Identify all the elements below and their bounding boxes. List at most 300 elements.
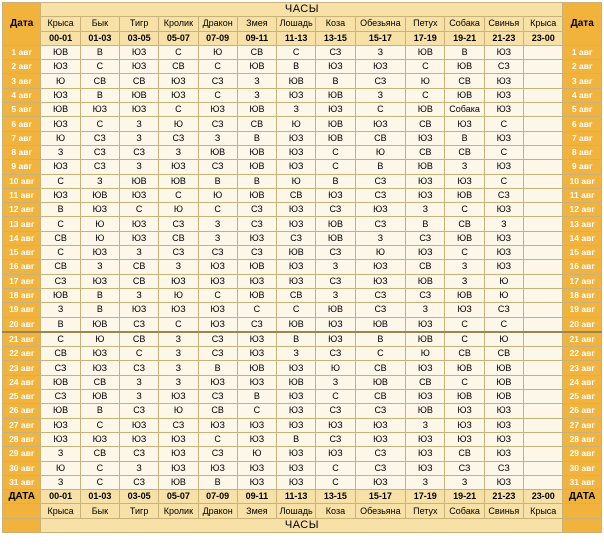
animal-header-cell: Собака [445, 17, 484, 31]
range-footer-cell: 15-17 [355, 490, 406, 504]
direction-cell: С [277, 45, 316, 59]
direction-cell: СВ [406, 145, 445, 159]
table-body [3, 45, 602, 489]
range-header-cell: 00-01 [41, 31, 80, 45]
direction-cell: З [159, 260, 198, 274]
date-cell-right: 17 авг [563, 274, 602, 288]
direction-cell [523, 74, 562, 88]
direction-cell: ЮЗ [355, 117, 406, 131]
direction-cell: СВ [445, 447, 484, 461]
direction-cell: ЮВ [80, 390, 119, 404]
direction-cell: ЮЗ [277, 203, 316, 217]
direction-cell: З [277, 347, 316, 361]
direction-cell [523, 303, 562, 317]
direction-cell: ЮЗ [277, 260, 316, 274]
direction-cell: ЮВ [277, 317, 316, 332]
table-row [3, 217, 602, 231]
direction-cell [523, 390, 562, 404]
direction-cell: ЮВ [445, 288, 484, 302]
direction-cell [523, 432, 562, 446]
animal-footer-cell: Дракон [198, 504, 237, 518]
direction-cell: В [445, 45, 484, 59]
direction-cell: СЗ [41, 274, 80, 288]
table-row [3, 447, 602, 461]
range-header-cell: 01-03 [80, 31, 119, 45]
table-row [3, 432, 602, 446]
direction-cell: ЮЗ [355, 432, 406, 446]
direction-cell: ЮЗ [316, 60, 355, 74]
date-footer-right-blank [563, 504, 602, 518]
date-cell-left: 17 авг [3, 274, 41, 288]
direction-cell: ЮЗ [159, 432, 198, 446]
direction-cell: Ю [198, 45, 237, 59]
direction-cell: В [80, 303, 119, 317]
direction-cell: СВ [80, 375, 119, 389]
direction-cell: ЮЗ [277, 145, 316, 159]
date-cell-left: 31 авг [3, 475, 41, 489]
table-row [3, 303, 602, 317]
direction-cell: ЮЗ [119, 188, 158, 202]
date-cell-left: 9 авг [3, 160, 41, 174]
direction-cell: Ю [80, 217, 119, 231]
direction-cell: СЗ [237, 246, 276, 260]
range-header-cell: 23-00 [523, 31, 562, 45]
direction-cell: СВ [445, 74, 484, 88]
animal-header-cell: Тигр [119, 17, 158, 31]
direction-cell: СЗ [484, 60, 523, 74]
direction-cell: В [80, 404, 119, 418]
direction-cell: ЮВ [41, 103, 80, 117]
direction-cell: ЮЗ [119, 418, 158, 432]
direction-cell: ЮВ [406, 274, 445, 288]
direction-cell: ЮЗ [159, 274, 198, 288]
direction-cell: З [316, 375, 355, 389]
direction-cell: Ю [484, 274, 523, 288]
animal-header-cell: Дракон [198, 17, 237, 31]
direction-cell: С [406, 60, 445, 74]
range-header-cell: 21-23 [484, 31, 523, 45]
direction-cell: ЮВ [41, 288, 80, 302]
direction-cell: ЮВ [406, 332, 445, 347]
direction-cell: СВ [355, 390, 406, 404]
direction-cell: ЮЗ [277, 217, 316, 231]
date-footer-right-spacer [563, 518, 602, 532]
table-row [3, 375, 602, 389]
direction-cell: СВ [277, 188, 316, 202]
direction-cell: ЮЗ [198, 418, 237, 432]
direction-cell: З [406, 475, 445, 489]
direction-cell: С [484, 317, 523, 332]
range-header-cell: 15-17 [355, 31, 406, 45]
table-row [3, 74, 602, 88]
date-cell-left: 25 авг [3, 390, 41, 404]
direction-cell: СЗ [355, 404, 406, 418]
direction-cell: С [355, 103, 406, 117]
date-cell-right: 9 авг [563, 160, 602, 174]
direction-cell: СЗ [237, 317, 276, 332]
direction-cell: СЗ [198, 246, 237, 260]
direction-cell: ЮЗ [484, 203, 523, 217]
direction-cell: СЗ [406, 288, 445, 302]
date-cell-right: 28 авг [563, 432, 602, 446]
direction-cell [523, 332, 562, 347]
direction-cell: СЗ [355, 303, 406, 317]
table-row [3, 260, 602, 274]
direction-cell: ЮЗ [277, 475, 316, 489]
direction-cell: СЗ [355, 461, 406, 475]
range-footer-cell: 00-01 [41, 490, 80, 504]
direction-cell: З [119, 461, 158, 475]
direction-cell: СЗ [119, 475, 158, 489]
animal-footer-row [3, 504, 602, 518]
direction-cell: СЗ [484, 461, 523, 475]
range-footer-cell: 17-19 [406, 490, 445, 504]
direction-cell: З [406, 203, 445, 217]
direction-cell: ЮВ [445, 188, 484, 202]
range-header-cell: 09-11 [237, 31, 276, 45]
date-cell-left: 2 авг [3, 60, 41, 74]
date-cell-left: 29 авг [3, 447, 41, 461]
table-row [3, 404, 602, 418]
direction-cell: З [406, 303, 445, 317]
date-cell-left: 24 авг [3, 375, 41, 389]
direction-cell: Ю [484, 288, 523, 302]
direction-cell: З [445, 160, 484, 174]
direction-cell: С [80, 461, 119, 475]
direction-cell: СЗ [355, 217, 406, 231]
direction-cell: З [198, 131, 237, 145]
direction-cell: С [316, 461, 355, 475]
direction-cell: С [80, 475, 119, 489]
direction-cell: С [316, 160, 355, 174]
direction-cell: З [119, 117, 158, 131]
direction-cell: З [159, 361, 198, 375]
direction-cell: ЮВ [355, 375, 406, 389]
direction-cell: ЮЗ [484, 160, 523, 174]
direction-cell: З [159, 347, 198, 361]
direction-cell: В [316, 174, 355, 188]
table-row [3, 274, 602, 288]
direction-cell [523, 246, 562, 260]
direction-cell: Ю [484, 332, 523, 347]
direction-cell: СВ [119, 332, 158, 347]
direction-cell: ЮЗ [237, 461, 276, 475]
direction-cell: З [41, 145, 80, 159]
direction-cell: ЮВ [316, 303, 355, 317]
direction-cell: ЮВ [484, 361, 523, 375]
table-row [3, 475, 602, 489]
direction-cell: ЮЗ [80, 203, 119, 217]
animal-header-cell: Крыса [41, 17, 80, 31]
direction-cell: ЮЗ [355, 274, 406, 288]
direction-cell: В [80, 88, 119, 102]
direction-cell: ЮЗ [159, 447, 198, 461]
direction-cell: СВ [159, 60, 198, 74]
direction-cell: ЮЗ [355, 260, 406, 274]
animal-footer-cell: Кролик [159, 504, 198, 518]
direction-cell: СЗ [41, 361, 80, 375]
direction-cell: З [316, 260, 355, 274]
direction-cell: С [198, 60, 237, 74]
direction-cell: ЮЗ [119, 60, 158, 74]
animal-footer-cell: Змея [237, 504, 276, 518]
direction-cell: ЮЗ [237, 231, 276, 245]
direction-cell [523, 103, 562, 117]
direction-cell [523, 288, 562, 302]
direction-cell: З [445, 475, 484, 489]
direction-cell: З [237, 74, 276, 88]
direction-cell: СЗ [355, 174, 406, 188]
direction-cell: З [119, 288, 158, 302]
table-row [3, 361, 602, 375]
direction-cell: ЮЗ [119, 103, 158, 117]
direction-cell: СЗ [198, 160, 237, 174]
direction-cell: З [355, 88, 406, 102]
direction-cell: ЮВ [198, 145, 237, 159]
direction-cell: ЮВ [316, 117, 355, 131]
direction-cell: СВ [41, 347, 80, 361]
table-row [3, 288, 602, 302]
direction-cell: С [277, 303, 316, 317]
direction-cell: ЮЗ [119, 432, 158, 446]
direction-cell: ЮЗ [277, 404, 316, 418]
direction-cell: ЮЗ [484, 231, 523, 245]
direction-cell: СВ [406, 117, 445, 131]
direction-cell: ЮЗ [237, 475, 276, 489]
date-cell-right: 1 авг [563, 45, 602, 59]
direction-cell: ЮВ [406, 45, 445, 59]
direction-cell: ЮЗ [198, 317, 237, 332]
direction-cell: ЮЗ [484, 103, 523, 117]
direction-cell: ЮЗ [159, 88, 198, 102]
direction-cell: ЮЗ [277, 361, 316, 375]
direction-cell: Ю [80, 231, 119, 245]
direction-cell: С [445, 317, 484, 332]
direction-cell: СЗ [316, 45, 355, 59]
direction-cell: ЮЗ [198, 461, 237, 475]
direction-cell: СВ [277, 288, 316, 302]
direction-cell: ЮЗ [159, 74, 198, 88]
direction-cell: СЗ [355, 288, 406, 302]
direction-cell: СВ [237, 45, 276, 59]
date-cell-left: 27 авг [3, 418, 41, 432]
direction-cell: ЮЗ [355, 60, 406, 74]
date-cell-left: 12 авг [3, 203, 41, 217]
direction-cell: СВ [159, 231, 198, 245]
direction-cell: ЮВ [484, 390, 523, 404]
table-row [3, 203, 602, 217]
direction-cell: СЗ [316, 203, 355, 217]
direction-cell: В [198, 475, 237, 489]
date-cell-right: 19 авг [563, 303, 602, 317]
direction-cell: Ю [406, 347, 445, 361]
date-footer-left: ДАТА [3, 490, 41, 504]
range-footer-cell: 09-11 [237, 490, 276, 504]
direction-cell: ЮЗ [484, 432, 523, 446]
direction-cell: ЮЗ [277, 447, 316, 461]
direction-cell: СЗ [159, 246, 198, 260]
direction-cell: СЗ [484, 303, 523, 317]
direction-cell: ЮЗ [41, 418, 80, 432]
direction-cell: С [198, 88, 237, 102]
direction-cell: ЮЗ [119, 45, 158, 59]
direction-cell: ЮЗ [484, 404, 523, 418]
direction-cell: В [41, 203, 80, 217]
direction-cell: ЮЗ [316, 188, 355, 202]
animal-header-cell: Петух [406, 17, 445, 31]
direction-cell: ЮВ [159, 475, 198, 489]
direction-cell: ЮЗ [237, 418, 276, 432]
direction-cell: Ю [41, 461, 80, 475]
direction-cell: С [159, 188, 198, 202]
direction-cell: ЮЗ [159, 303, 198, 317]
direction-cell: ЮВ [316, 131, 355, 145]
direction-cell: ЮЗ [445, 174, 484, 188]
direction-cell: СЗ [119, 361, 158, 375]
direction-cell: ЮЗ [198, 375, 237, 389]
direction-cell: З [355, 45, 406, 59]
direction-cell: С [445, 332, 484, 347]
date-header-right: Дата [563, 3, 602, 46]
table-row [3, 461, 602, 475]
direction-cell: ЮЗ [406, 361, 445, 375]
range-footer-cell: 11-13 [277, 490, 316, 504]
direction-cell: СЗ [159, 217, 198, 231]
direction-cell [523, 88, 562, 102]
direction-cell: СЗ [119, 317, 158, 332]
animal-header-cell: Коза [316, 17, 355, 31]
direction-cell [523, 231, 562, 245]
date-cell-right: 30 авг [563, 461, 602, 475]
date-cell-left: 13 авг [3, 217, 41, 231]
direction-cell: ЮВ [237, 288, 276, 302]
direction-cell: В [277, 60, 316, 74]
direction-cell: ЮВ [445, 390, 484, 404]
direction-cell: В [277, 432, 316, 446]
animal-footer-cell: Обезьяна [355, 504, 406, 518]
date-cell-left: 1 авг [3, 45, 41, 59]
date-cell-right: 11 авг [563, 188, 602, 202]
range-footer-cell: 23-00 [523, 490, 562, 504]
direction-cell: В [198, 174, 237, 188]
direction-cell: СВ [198, 404, 237, 418]
animal-header-cell: Обезьяна [355, 17, 406, 31]
direction-cell: ЮЗ [316, 103, 355, 117]
table-row [3, 418, 602, 432]
date-cell-right: 26 авг [563, 404, 602, 418]
direction-cell: С [237, 404, 276, 418]
direction-cell: ЮЗ [355, 203, 406, 217]
direction-cell: ЮВ [355, 317, 406, 332]
date-cell-right: 3 авг [563, 74, 602, 88]
date-cell-left: 10 авг [3, 174, 41, 188]
direction-cell: ЮЗ [198, 103, 237, 117]
direction-cell: ЮЗ [484, 45, 523, 59]
direction-cell: СЗ [198, 347, 237, 361]
range-header-cell: 17-19 [406, 31, 445, 45]
direction-cell: Ю [198, 188, 237, 202]
date-footer-right: ДАТА [563, 490, 602, 504]
direction-cell: Ю [80, 332, 119, 347]
date-cell-right: 22 авг [563, 347, 602, 361]
animal-header-cell: Крыса [523, 17, 562, 31]
date-cell-right: 25 авг [563, 390, 602, 404]
direction-cell: С [198, 203, 237, 217]
direction-cell: ЮЗ [316, 332, 355, 347]
direction-cell: СЗ [355, 74, 406, 88]
direction-cell: ЮЗ [237, 375, 276, 389]
animal-footer-cell: Бык [80, 504, 119, 518]
direction-cell: З [41, 475, 80, 489]
range-header-cell: 13-15 [316, 31, 355, 45]
range-footer-cell: 03-05 [119, 490, 158, 504]
direction-cell: СВ [445, 145, 484, 159]
direction-cell: СЗ [316, 347, 355, 361]
date-cell-left: 11 авг [3, 188, 41, 202]
direction-cell: В [41, 317, 80, 332]
direction-cell: СЗ [237, 203, 276, 217]
direction-cell: ЮВ [237, 188, 276, 202]
range-footer-cell: 13-15 [316, 490, 355, 504]
direction-cell: ЮВ [445, 88, 484, 102]
direction-cell: ЮЗ [237, 332, 276, 347]
direction-cell [523, 361, 562, 375]
direction-cell: ЮВ [316, 88, 355, 102]
direction-cell: ЮЗ [484, 418, 523, 432]
direction-cell: ЮВ [119, 174, 158, 188]
direction-cell: ЮВ [159, 174, 198, 188]
direction-cell: ЮЗ [277, 131, 316, 145]
range-header-cell: 19-21 [445, 31, 484, 45]
direction-cell: СЗ [355, 447, 406, 461]
direction-cell: Ю [277, 174, 316, 188]
direction-cell: СВ [484, 347, 523, 361]
direction-cell: ЮЗ [41, 432, 80, 446]
direction-cell [523, 188, 562, 202]
direction-cell: ЮЗ [406, 246, 445, 260]
direction-cell: ЮЗ [445, 418, 484, 432]
direction-cell: З [159, 145, 198, 159]
direction-cell: Ю [355, 145, 406, 159]
table-row [3, 246, 602, 260]
animal-header-row [3, 17, 602, 31]
direction-cell: З [119, 246, 158, 260]
direction-cell: СВ [406, 260, 445, 274]
direction-cell [523, 447, 562, 461]
direction-cell: ЮЗ [237, 274, 276, 288]
direction-cell: СЗ [355, 188, 406, 202]
direction-cell: ЮВ [119, 88, 158, 102]
direction-cell: ЮЗ [159, 160, 198, 174]
date-cell-right: 31 авг [563, 475, 602, 489]
direction-cell: З [159, 375, 198, 389]
direction-cell [523, 347, 562, 361]
direction-cell: ЮЗ [277, 88, 316, 102]
direction-cell: СЗ [41, 390, 80, 404]
direction-cell: С [316, 145, 355, 159]
date-cell-right: 8 авг [563, 145, 602, 159]
direction-cell: ЮВ [277, 246, 316, 260]
date-cell-left: 8 авг [3, 145, 41, 159]
direction-cell: ЮВ [237, 160, 276, 174]
range-footer-cell: 07-09 [198, 490, 237, 504]
direction-cell [523, 375, 562, 389]
direction-cell: ЮВ [237, 361, 276, 375]
hours-direction-table [2, 2, 602, 533]
direction-cell [523, 145, 562, 159]
direction-cell: ЮЗ [198, 303, 237, 317]
direction-cell: ЮВ [80, 188, 119, 202]
